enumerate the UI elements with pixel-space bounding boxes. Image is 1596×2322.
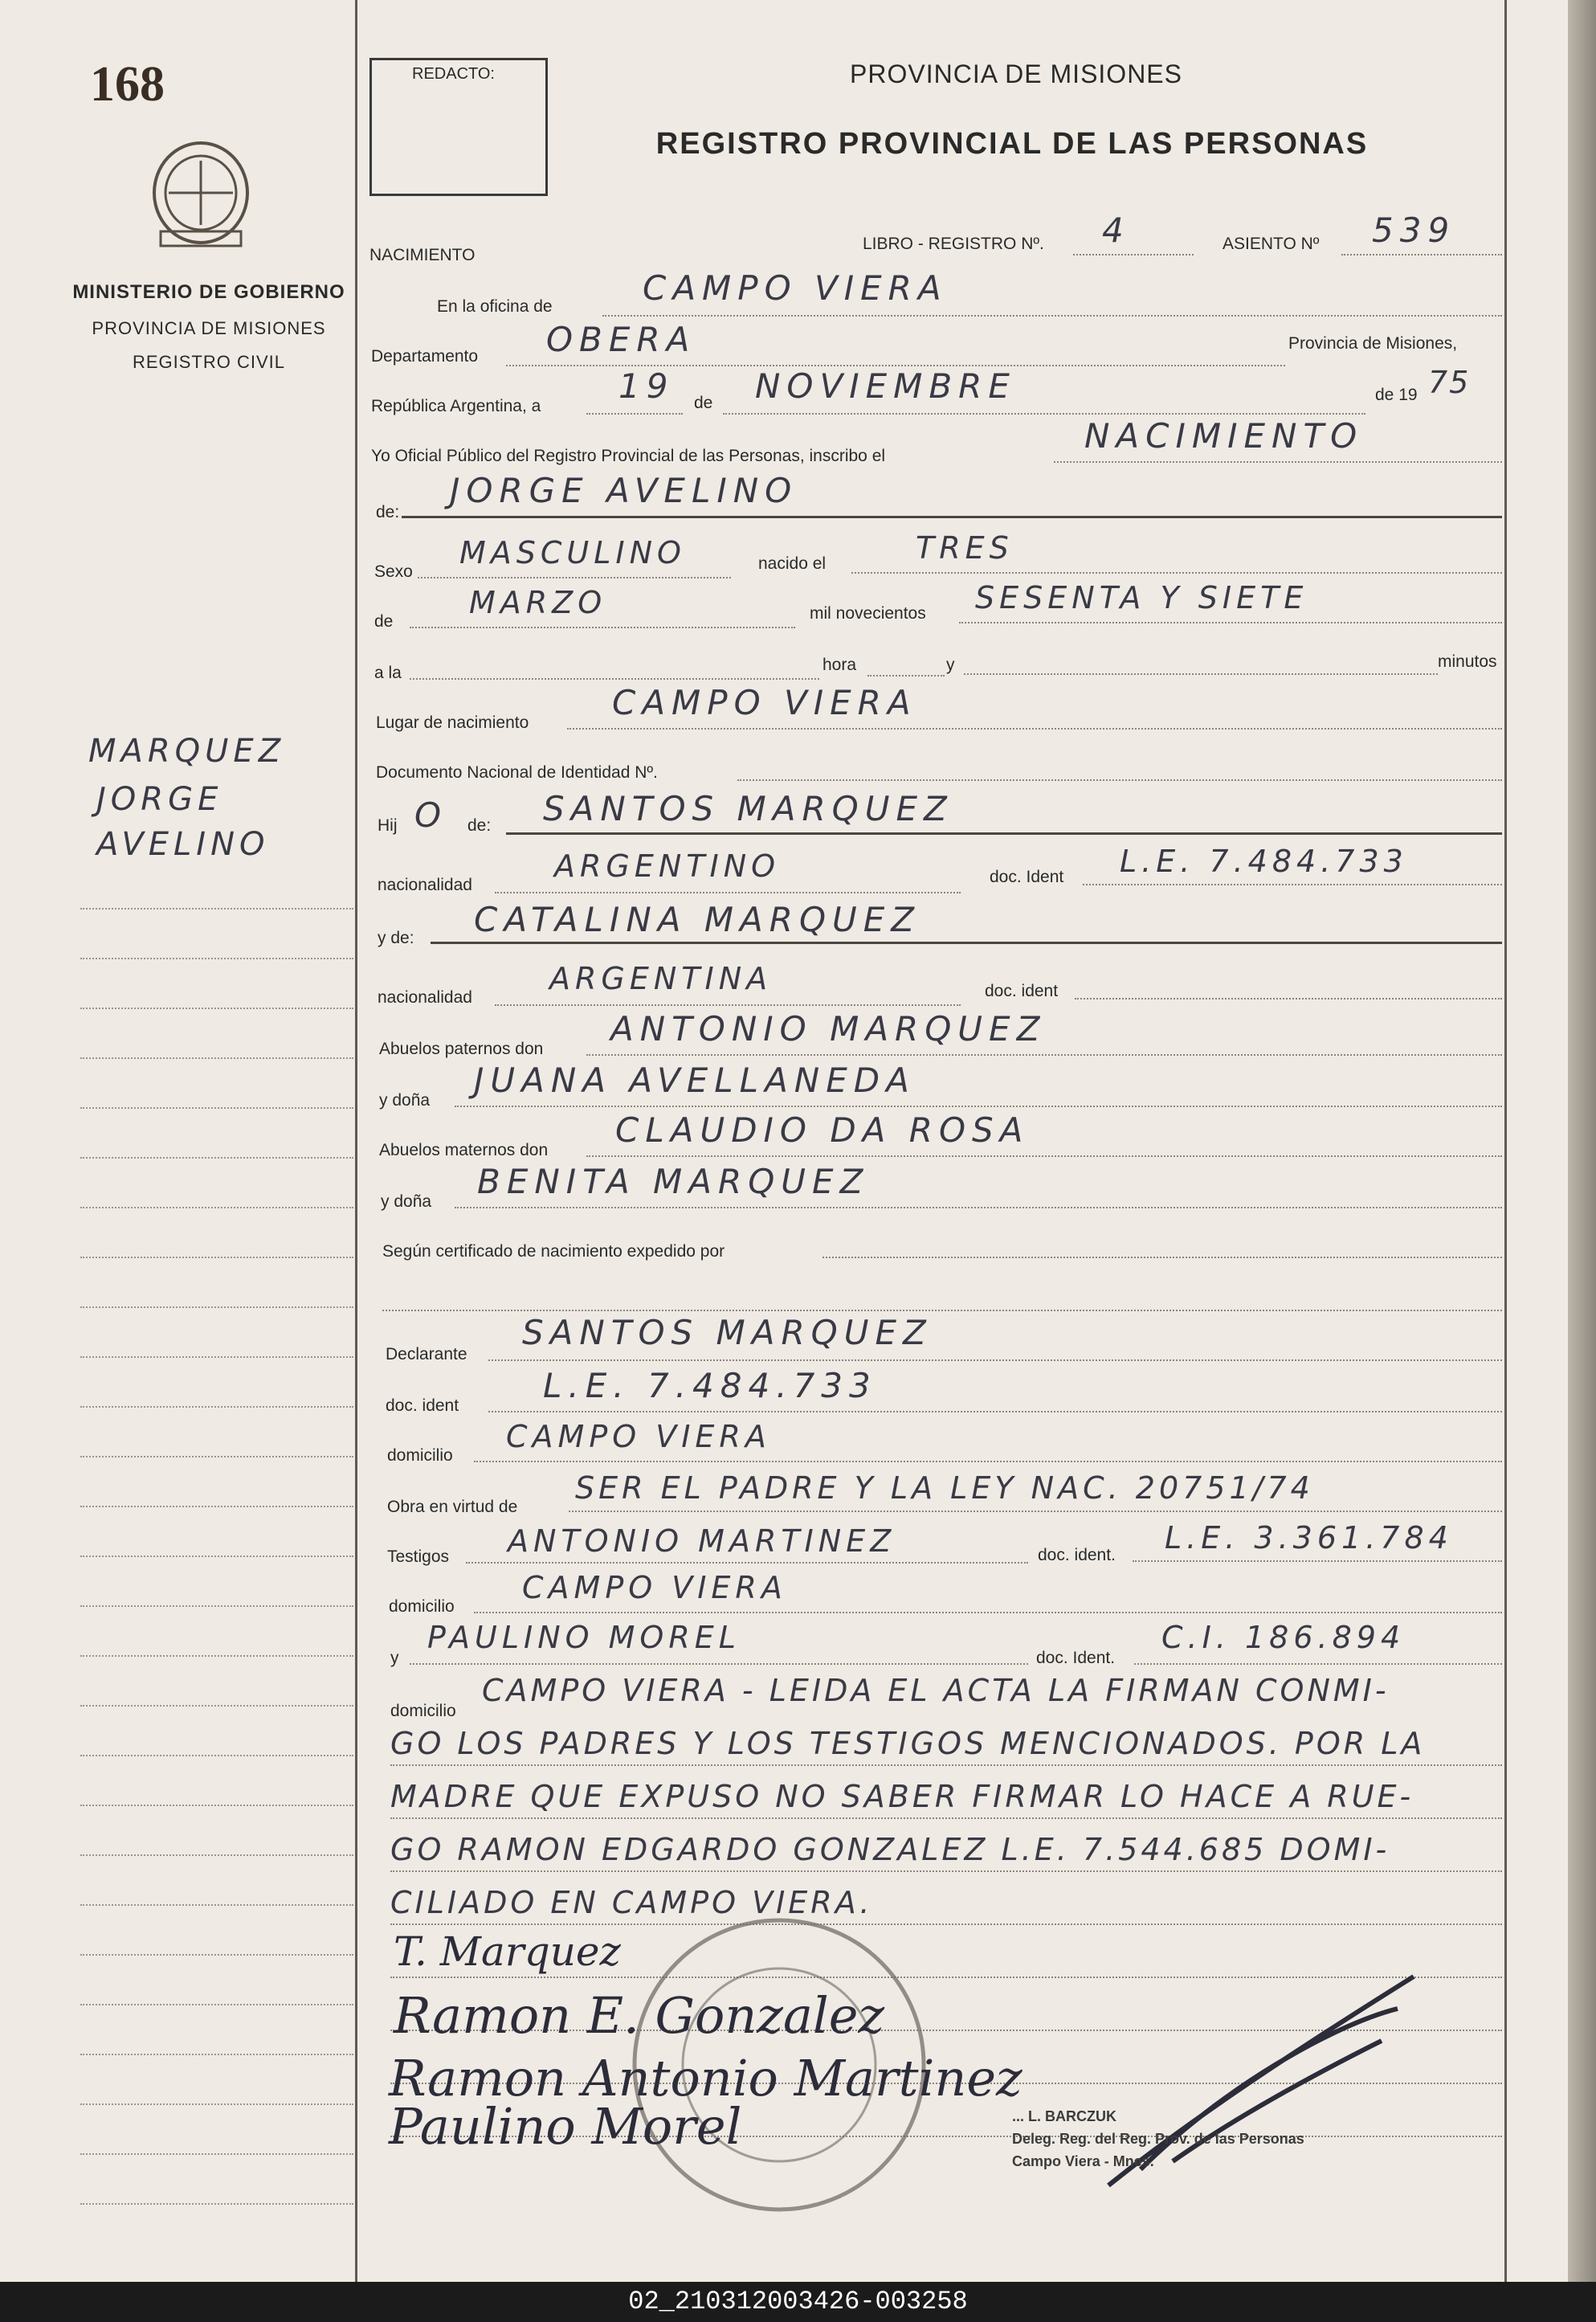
y-label: y (946, 656, 955, 674)
nacido-label: nacido el (758, 554, 827, 573)
witness1-name-value: ANTONIO MARTINEZ (508, 1523, 896, 1559)
dotted-line (851, 572, 1502, 574)
margin-line (80, 1257, 353, 1258)
dotted-line (382, 1310, 1502, 1311)
observation-line-1: CAMPO VIERA - LEIDA EL ACTA LA FIRMAN CONMI- (482, 1673, 1390, 1708)
dotted-line (723, 413, 1365, 415)
dotted-line (410, 627, 795, 628)
oficina-value: CAMPO VIERA (643, 268, 948, 308)
page-number: 168 (90, 57, 165, 112)
doc-ident3-label: doc. ident (386, 1396, 459, 1415)
de-nombre-label: de: (376, 503, 400, 521)
seal-line-3: Campo Viera - Mnes. (1012, 2153, 1154, 2169)
solid-line (506, 832, 1502, 835)
margin-line (80, 1207, 353, 1208)
dotted-line (390, 1870, 1502, 1872)
lugar-label: Lugar de nacimiento (376, 713, 529, 732)
image-caption: 02_210312003426-003258 (0, 2282, 1596, 2322)
margin-line (80, 1456, 353, 1457)
margin-line (80, 2054, 353, 2055)
seal-line-2: Deleg. Reg. del Reg. Prov. de las Personas (1012, 2131, 1304, 2147)
lugar-value: CAMPO VIERA (612, 683, 917, 722)
dotted-line (390, 1923, 1502, 1925)
official-seal-text (1012, 2105, 1304, 2173)
margin-line (80, 2153, 353, 2155)
domicilio3-label: domicilio (390, 1702, 456, 1720)
margin-line (80, 1854, 353, 1856)
margin-line (80, 908, 353, 910)
hij-label: Hij (378, 816, 398, 835)
y-dona-label: y doña (379, 1091, 431, 1110)
margin-line (80, 1655, 353, 1657)
mother-name-value: CATALINA MARQUEZ (474, 900, 921, 939)
maternal-grandmother-value: BENITA MARQUEZ (477, 1162, 870, 1201)
redacto-box (369, 58, 548, 196)
solid-line (402, 516, 1502, 518)
dotted-line (567, 728, 1502, 730)
dotted-line (737, 779, 1502, 781)
minutos-label: minutos (1438, 652, 1497, 671)
de-label: de (694, 394, 713, 412)
dotted-line (1075, 998, 1502, 1000)
margin-line (80, 1805, 353, 1806)
dotted-line (569, 1511, 1502, 1512)
witness2-name-value: PAULINO MOREL (427, 1620, 741, 1655)
dotted-line (495, 892, 961, 893)
margin-line (80, 958, 353, 959)
margin-line (80, 2103, 353, 2105)
departamento-label: Departamento (371, 347, 479, 366)
doc-ident2-label: doc. ident (985, 982, 1059, 1000)
dotted-line (390, 1817, 1502, 1819)
doc-ident4-label: doc. ident. (1038, 1546, 1116, 1564)
signature-1: T. Marquez (394, 1928, 621, 1975)
nacimiento-label: NACIMIENTO (369, 246, 476, 264)
declarante-label: Declarante (386, 1345, 467, 1363)
domicilio-value: CAMPO VIERA (506, 1419, 771, 1454)
provincia-label: Provincia de Misiones, (1288, 334, 1458, 353)
y-dona2-label: y doña (381, 1192, 432, 1211)
coat-of-arms-icon (145, 129, 257, 257)
mil-label: mil novecientos (810, 604, 926, 623)
dotted-line (867, 675, 945, 677)
dotted-line (488, 1359, 1502, 1361)
province-label: PROVINCIA DE MISIONES (92, 318, 326, 338)
dotted-line (410, 678, 819, 680)
dotted-line (959, 622, 1502, 623)
doc-ident5-label: doc. Ident. (1036, 1649, 1116, 1667)
a-la-label: a la (374, 664, 402, 682)
margin-line (80, 1306, 353, 1308)
paternal-grandfather-value: ANTONIO MARQUEZ (610, 1009, 1047, 1049)
margin-line (80, 1954, 353, 1956)
y2-label: y (390, 1649, 399, 1667)
dotted-line (466, 1562, 1028, 1564)
dotted-line (1083, 884, 1502, 885)
libro-label: LIBRO - REGISTRO Nº. (863, 235, 1044, 253)
observation-line-4: GO RAMON EDGARDO GONZALEZ L.E. 7.544.685 DOMI- (390, 1832, 1390, 1867)
month-value: NOVIEMBRE (755, 366, 1016, 406)
dotted-line (410, 1663, 1028, 1665)
observation-line-2: GO LOS PADRES Y LOS TESTIGOS MENCIONADOS. POR LA (390, 1726, 1426, 1761)
father-doc-value: L.E. 7.484.733 (1120, 844, 1408, 879)
child-name-value: JORGE AVELINO (450, 471, 798, 510)
libro-value: 4 (1102, 211, 1130, 250)
margin-line (80, 1107, 353, 1109)
margin-rule (355, 0, 357, 2282)
abuelos-paternos-label: Abuelos paternos don (379, 1040, 544, 1058)
republica-label: República Argentina, a (371, 397, 541, 415)
signature-4: Paulino Morel (389, 2097, 742, 2156)
abuelos-maternos-label: Abuelos maternos don (379, 1141, 549, 1159)
margin-line (80, 1406, 353, 1408)
declarante-doc-value: L.E. 7.484.733 (543, 1366, 877, 1405)
dotted-line (488, 1411, 1502, 1412)
right-rule (1504, 0, 1507, 2282)
margin-line (80, 1057, 353, 1059)
year-value: 75 (1428, 365, 1471, 400)
dotted-line (390, 1764, 1502, 1766)
dotted-line (418, 577, 731, 578)
margin-line (80, 1904, 353, 1906)
y-de-label: y de: (378, 929, 414, 947)
mother-nationality-value: ARGENTINA (549, 961, 773, 996)
dotted-line (1134, 1663, 1502, 1665)
margin-line (80, 1605, 353, 1607)
hij-value: O (414, 795, 448, 835)
seal-line-1: ... L. BARCZUK (1012, 2108, 1116, 2124)
sexo-label: Sexo (374, 562, 413, 581)
dotted-line (586, 1155, 1502, 1157)
registry-label: REGISTRO CIVIL (132, 352, 286, 372)
birth-year-value: SESENTA Y SIETE (975, 580, 1308, 615)
ministry-label: MINISTERIO DE GOBIERNO (72, 281, 345, 303)
asiento-label: ASIENTO Nº (1223, 235, 1320, 253)
obra-value: SER EL PADRE Y LA LEY NAC. 20751/74 (575, 1470, 1314, 1506)
observation-line-5: CILIADO EN CAMPO VIERA. (390, 1885, 873, 1920)
page-edge (1568, 0, 1596, 2282)
oficial-label: Yo Oficial Público del Registro Provincial de las Personas, inscribo el (371, 447, 886, 465)
departamento-value: OBERA (546, 320, 696, 359)
witness1-doc-value: L.E. 3.361.784 (1165, 1520, 1453, 1555)
margin-line (80, 2004, 353, 2005)
day-value: 19 (618, 366, 675, 406)
domicilio-label: domicilio (387, 1446, 453, 1465)
signature-3: Ramon Antonio Martinez (389, 2049, 1023, 2107)
paternal-grandmother-value: JUANA AVELLANEDA (474, 1061, 916, 1100)
dotted-line (1073, 254, 1194, 256)
observation-line-3: MADRE QUE EXPUSO NO SABER FIRMAR LO HACE A RUE- (390, 1779, 1414, 1814)
margin-line (80, 1506, 353, 1507)
hora-label: hora (822, 656, 857, 674)
certificado-label: Según certificado de nacimiento expedido por (382, 1242, 725, 1261)
dotted-line (474, 1461, 1502, 1462)
margin-line (80, 1555, 353, 1557)
dotted-line (495, 1004, 961, 1006)
margin-line (80, 1157, 353, 1159)
dotted-line (455, 1207, 1502, 1208)
margin-line (80, 1755, 353, 1756)
witness1-address-value: CAMPO VIERA (522, 1570, 787, 1605)
witness2-doc-value: C.I. 186.894 (1161, 1620, 1406, 1655)
declarante-value: SANTOS MARQUEZ (522, 1313, 933, 1352)
signature-2: Ramon E. Gonzalez (394, 1986, 885, 2045)
nacionalidad-label: nacionalidad (378, 876, 472, 894)
dotted-line (474, 1612, 1502, 1613)
header-province: PROVINCIA DE MISIONES (850, 59, 1182, 88)
margin-middlename: AVELINO (96, 826, 270, 863)
de-padre-label: de: (467, 816, 492, 835)
year-prefix-label: de 19 (1375, 386, 1418, 404)
maternal-grandfather-value: CLAUDIO DA ROSA (615, 1110, 1030, 1150)
dotted-line (964, 673, 1438, 675)
sexo-value: MASCULINO (459, 535, 686, 570)
father-nationality-value: ARGENTINO (554, 848, 781, 884)
dotted-line (455, 1106, 1502, 1107)
dotted-line (1133, 1560, 1502, 1562)
dotted-line (1054, 461, 1502, 463)
margin-line (80, 1008, 353, 1009)
dotted-line (1341, 254, 1502, 256)
header-registry: REGISTRO PROVINCIAL DE LAS PERSONAS (655, 127, 1369, 161)
redacto-label: REDACTO: (412, 65, 495, 83)
nacido-value: TRES (916, 530, 1014, 566)
margin-line (80, 1356, 353, 1358)
dotted-line (586, 413, 683, 415)
margin-surname: MARQUEZ (88, 733, 286, 770)
birth-month-value: MARZO (469, 585, 607, 620)
nacionalidad2-label: nacionalidad (378, 988, 472, 1007)
doc-ident-label: doc. Ident (990, 868, 1064, 886)
acta-type-value: NACIMIENTO (1084, 416, 1364, 456)
dotted-line (822, 1257, 1502, 1258)
testigos-label: Testigos (387, 1547, 450, 1566)
domicilio2-label: domicilio (389, 1597, 455, 1616)
solid-line (431, 942, 1502, 944)
asiento-value: 539 (1372, 211, 1456, 250)
margin-line (80, 1705, 353, 1707)
obra-label: Obra en virtud de (387, 1498, 518, 1516)
margin-line (80, 2203, 353, 2205)
dotted-line (586, 1054, 1502, 1056)
dotted-line (602, 315, 1502, 317)
de-mes-label: de (374, 612, 394, 631)
margin-firstname: JORGE (96, 781, 223, 818)
documento-label: Documento Nacional de Identidad Nº. (376, 763, 658, 782)
oficina-label: En la oficina de (437, 297, 553, 316)
father-name-value: SANTOS MARQUEZ (543, 789, 953, 828)
